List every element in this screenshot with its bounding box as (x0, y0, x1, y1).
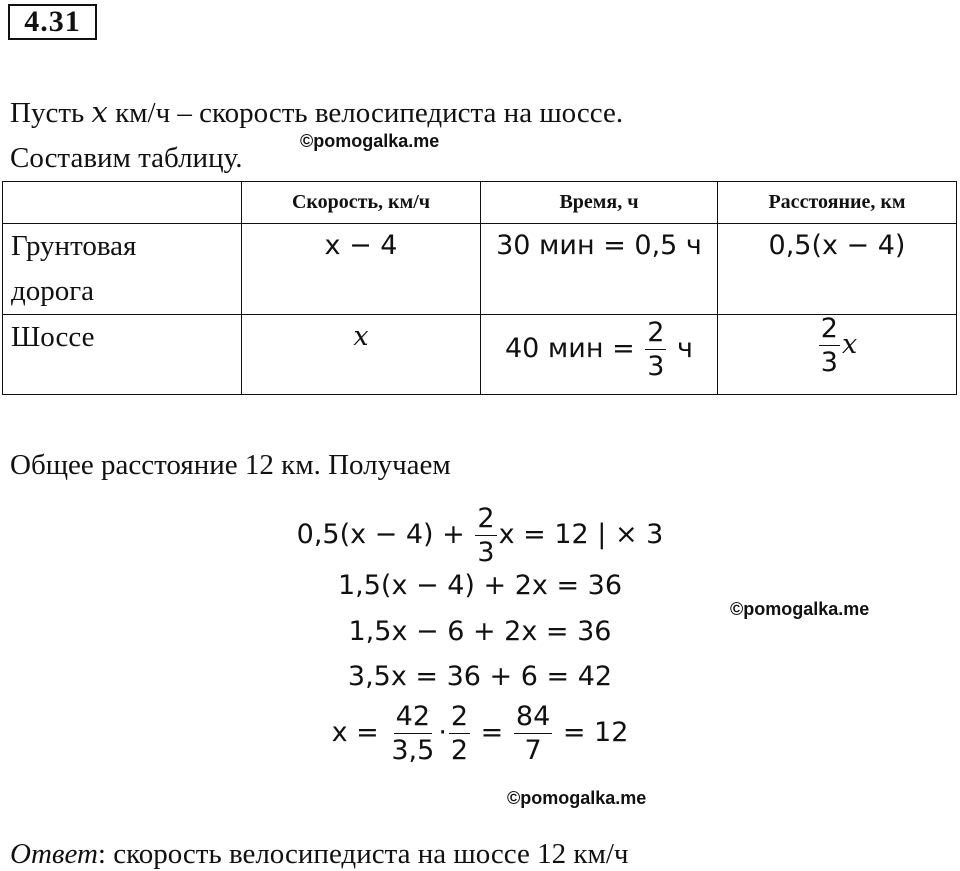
fraction-numerator: 2 (477, 503, 495, 534)
cell-distance-highway (718, 315, 957, 395)
watermark: ©pomogalka.me (730, 599, 870, 619)
equation-2: 1,5(x − 4) + 2x = 36 (337, 570, 623, 601)
equals-sign: = (472, 717, 512, 748)
cell-speed-dirt (242, 224, 481, 315)
row-label-line-1: Грунтовая (11, 230, 137, 262)
table-row (3, 224, 957, 315)
data-table (2, 181, 957, 395)
fraction-denominator: 3 (477, 537, 495, 568)
table-header-speed: Скорость, км/ч (242, 182, 481, 224)
distance-highway-var: x (841, 329, 858, 360)
fraction-denominator: 3 (647, 351, 665, 382)
eq5-right: = 12 (554, 717, 629, 748)
table-header-time: Время, ч (481, 182, 718, 224)
equation-4: 3,5x = 36 + 6 = 42 (347, 661, 613, 692)
distance-dirt-value: 0,5(x − 4) (768, 230, 906, 261)
fraction-numerator: 42 (395, 701, 431, 732)
cell-distance-dirt (718, 224, 957, 315)
row-label-line-1: Шоссе (11, 321, 95, 353)
equation-3: 1,5x − 6 + 2x = 36 (348, 616, 612, 647)
intro-line-1 (10, 95, 623, 130)
problem-number: 4.31 (8, 4, 97, 40)
total-distance-text: Общее расстояние 12 км. Получаем (10, 449, 451, 481)
cell-time-highway (481, 315, 718, 395)
intro-text-a: Пусть (10, 97, 92, 129)
eq1-right: x = 12 | × 3 (498, 519, 664, 550)
fraction-numerator: 2 (647, 317, 665, 348)
time-dirt-value: 30 мин = 0,5 ч (496, 230, 702, 261)
equation-5 (0, 703, 960, 764)
table-header-distance: Расстояние, км (718, 182, 957, 224)
cell-time-dirt (481, 224, 718, 315)
speed-highway-value: x (353, 321, 369, 352)
fraction (449, 703, 470, 764)
fraction-numerator: 84 (515, 701, 551, 732)
fraction (819, 315, 840, 376)
fraction-denominator: 2 (450, 735, 469, 766)
fraction (514, 703, 552, 764)
fraction-denominator: 7 (524, 735, 542, 766)
watermark: ©pomogalka.me (507, 788, 647, 808)
row-label-line-2: дорога (11, 275, 95, 307)
answer-label: Ответ (10, 838, 98, 870)
watermark: ©pomogalka.me (300, 131, 440, 151)
table-row (3, 315, 957, 395)
variable-x: x (91, 95, 108, 129)
row-label-dirt-road (3, 224, 242, 315)
fraction (475, 505, 496, 566)
table-header-empty (3, 182, 242, 224)
answer-text: : скорость велосипедиста на шоссе 12 км/ч (97, 838, 629, 870)
distance-highway-value (718, 315, 956, 376)
fraction (645, 319, 666, 380)
intro-text-b: км/ч – скорость велосипедиста на шоссе. (107, 97, 624, 129)
eq5-left: x = (331, 717, 388, 748)
intro-line-2: Составим таблицу. (10, 142, 243, 174)
fraction-numerator: 2 (820, 313, 838, 344)
fraction (389, 703, 436, 764)
answer-line (10, 837, 628, 871)
eq1-left: 0,5(x − 4) + (296, 519, 474, 550)
equation-1 (0, 505, 960, 566)
time-highway-prefix: 40 мин = (504, 333, 644, 364)
time-highway-value (481, 315, 717, 380)
fraction-denominator: 3 (820, 347, 838, 378)
speed-dirt-value: x − 4 (324, 230, 398, 261)
cell-speed-highway (242, 315, 481, 395)
row-label-highway (3, 315, 242, 395)
fraction-numerator: 2 (450, 701, 469, 732)
table-header-row (3, 182, 957, 224)
multiply-dot: · (438, 717, 447, 748)
fraction-denominator: 3,5 (391, 735, 435, 766)
time-highway-suffix: ч (668, 333, 694, 364)
